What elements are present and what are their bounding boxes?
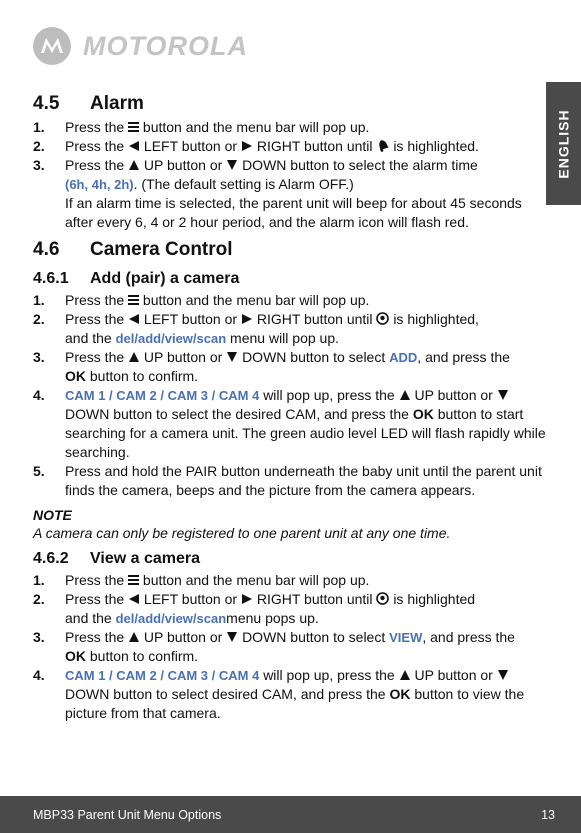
menu-keyword: ADD bbox=[389, 350, 418, 365]
item-text: button and the menu bar will pop up. bbox=[142, 572, 370, 588]
menu-icon bbox=[128, 294, 139, 306]
menu-icon bbox=[128, 574, 139, 586]
page-number: 13 bbox=[541, 807, 555, 822]
item-text: UP button or bbox=[143, 349, 223, 365]
item-number: 5. bbox=[33, 463, 45, 479]
item-text: is highlighted bbox=[393, 591, 476, 607]
item-text: Press the bbox=[65, 591, 125, 607]
item-text: , and press the bbox=[422, 629, 515, 645]
brand-name: MOTOROLA bbox=[83, 30, 248, 61]
item-text: button to start searching for a camera unit. The green audio level LED will flash rapidly while searching. bbox=[65, 406, 546, 460]
item-text: is highlighted. bbox=[393, 138, 479, 154]
menu-keyword: del/add/view/scan bbox=[115, 611, 227, 626]
motorola-logo-icon bbox=[33, 27, 71, 65]
subsection-title: View a camera bbox=[90, 550, 201, 567]
page-content bbox=[33, 92, 548, 723]
alarm-bell-icon bbox=[376, 138, 389, 152]
subsection-add-camera bbox=[33, 268, 548, 500]
item-text: Press the bbox=[65, 138, 125, 154]
up-arrow-icon bbox=[399, 669, 411, 681]
camera-icon bbox=[376, 312, 389, 325]
item-number: 1. bbox=[33, 572, 45, 588]
subsection-heading bbox=[33, 268, 548, 289]
list-item bbox=[33, 310, 548, 348]
menu-keyword: del/add/view/scan bbox=[115, 331, 227, 346]
down-arrow-icon bbox=[226, 631, 238, 643]
note-label: NOTE bbox=[33, 507, 72, 523]
list-item bbox=[33, 462, 548, 500]
item-text: Press the bbox=[65, 572, 125, 588]
note-block bbox=[33, 506, 548, 542]
down-arrow-icon bbox=[497, 389, 509, 401]
item-text: DOWN button to select desired CAM, and press the bbox=[65, 686, 386, 702]
down-arrow-icon bbox=[497, 669, 509, 681]
section-alarm bbox=[33, 92, 548, 232]
ok-keyword: OK bbox=[389, 686, 411, 702]
item-text: will pop up, press the bbox=[263, 667, 395, 683]
right-arrow-icon bbox=[241, 140, 253, 152]
item-text: DOWN button to select the alarm time bbox=[242, 157, 478, 173]
list-item bbox=[33, 291, 548, 310]
item-text: UP button or bbox=[143, 157, 223, 173]
list-item bbox=[33, 628, 548, 666]
menu-keyword: CAM 1 / CAM 2 / CAM 3 / CAM 4 bbox=[65, 668, 260, 683]
item-text: If an alarm time is selected, the parent unit will beep for about 45 seconds after every 6, 4 or 2 hour period, and the alarm icon will flash red. bbox=[65, 195, 522, 230]
menu-icon bbox=[128, 121, 139, 133]
item-number: 4. bbox=[33, 387, 45, 403]
section-heading bbox=[33, 92, 548, 116]
item-text: Press and hold the PAIR button underneath the baby unit until the parent unit finds the camera, beeps and the picture from the camera appears. bbox=[65, 463, 542, 498]
list-item bbox=[33, 571, 548, 590]
item-text: will pop up, press the bbox=[263, 387, 395, 403]
item-number: 3. bbox=[33, 157, 45, 173]
left-arrow-icon bbox=[128, 593, 140, 605]
item-text: and the bbox=[65, 610, 112, 626]
item-text: DOWN button to select bbox=[242, 349, 386, 365]
section-number: 4.5 bbox=[33, 93, 60, 114]
up-arrow-icon bbox=[399, 389, 411, 401]
item-text: and the bbox=[65, 330, 112, 346]
item-number: 2. bbox=[33, 591, 45, 607]
item-text: LEFT button or bbox=[143, 138, 238, 154]
up-arrow-icon bbox=[128, 159, 140, 171]
up-arrow-icon bbox=[128, 631, 140, 643]
item-number: 1. bbox=[33, 119, 45, 135]
item-text: button to view the picture from that camera. bbox=[65, 686, 525, 721]
left-arrow-icon bbox=[128, 313, 140, 325]
list-item bbox=[33, 137, 548, 156]
item-number: 3. bbox=[33, 349, 45, 365]
item-text: button and the menu bar will pop up. bbox=[142, 119, 370, 135]
section-title: Camera Control bbox=[90, 239, 233, 260]
camera-icon bbox=[376, 592, 389, 605]
down-arrow-icon bbox=[226, 159, 238, 171]
language-tab bbox=[546, 82, 581, 205]
item-text: menu pops up. bbox=[226, 610, 319, 626]
item-text: button to confirm. bbox=[89, 648, 199, 664]
item-text: RIGHT button until bbox=[256, 591, 373, 607]
item-text: Press the bbox=[65, 629, 125, 645]
item-text: , and press the bbox=[417, 349, 510, 365]
up-arrow-icon bbox=[128, 351, 140, 363]
item-text: Press the bbox=[65, 157, 125, 173]
list-item bbox=[33, 386, 548, 462]
alarm-time-options: (6h, 4h, 2h) bbox=[65, 177, 134, 192]
menu-keyword: CAM 1 / CAM 2 / CAM 3 / CAM 4 bbox=[65, 388, 260, 403]
page-header bbox=[33, 26, 248, 66]
item-number: 2. bbox=[33, 138, 45, 154]
down-arrow-icon bbox=[226, 351, 238, 363]
item-text: LEFT button or bbox=[143, 311, 238, 327]
item-number: 4. bbox=[33, 667, 45, 683]
item-text: . (The default setting is Alarm OFF.) bbox=[133, 176, 354, 192]
page-footer bbox=[0, 796, 581, 833]
item-text: Press the bbox=[65, 292, 125, 308]
language-label: ENGLISH bbox=[555, 108, 572, 179]
note-text: A camera can only be registered to one parent unit at any one time. bbox=[33, 525, 451, 541]
section-number: 4.6 bbox=[33, 239, 60, 260]
subsection-heading bbox=[33, 548, 548, 569]
section-camera-control bbox=[33, 238, 548, 262]
item-text: menu will pop up. bbox=[230, 330, 339, 346]
right-arrow-icon bbox=[241, 313, 253, 325]
item-text: is highlighted, bbox=[393, 311, 479, 327]
section-title: Alarm bbox=[90, 93, 144, 114]
item-text: button and the menu bar will pop up. bbox=[142, 292, 370, 308]
subsection-number: 4.6.2 bbox=[33, 550, 69, 567]
item-number: 2. bbox=[33, 311, 45, 327]
item-number: 1. bbox=[33, 292, 45, 308]
list-item bbox=[33, 156, 548, 232]
list-item bbox=[33, 118, 548, 137]
item-text: RIGHT button until bbox=[256, 138, 373, 154]
left-arrow-icon bbox=[128, 140, 140, 152]
footer-title: MBP33 Parent Unit Menu Options bbox=[33, 807, 222, 822]
list-item bbox=[33, 348, 548, 386]
item-text: DOWN button to select bbox=[242, 629, 386, 645]
section-heading bbox=[33, 238, 548, 262]
item-number: 3. bbox=[33, 629, 45, 645]
subsection-view-camera bbox=[33, 548, 548, 723]
list-item bbox=[33, 590, 548, 628]
item-text: Press the bbox=[65, 311, 125, 327]
subsection-number: 4.6.1 bbox=[33, 270, 69, 287]
item-text: UP button or bbox=[143, 629, 223, 645]
menu-keyword: VIEW bbox=[389, 630, 423, 645]
right-arrow-icon bbox=[241, 593, 253, 605]
ok-keyword: OK bbox=[65, 368, 86, 384]
item-text: UP button or bbox=[414, 387, 493, 403]
subsection-title: Add (pair) a camera bbox=[90, 270, 240, 287]
item-text: button to confirm. bbox=[89, 368, 199, 384]
item-text: LEFT button or bbox=[143, 591, 238, 607]
ok-keyword: OK bbox=[412, 406, 434, 422]
list-item bbox=[33, 666, 548, 723]
item-text: DOWN button to select the desired CAM, and press the bbox=[65, 406, 409, 422]
item-text: Press the bbox=[65, 349, 125, 365]
item-text: RIGHT button until bbox=[256, 311, 373, 327]
item-text: UP button or bbox=[414, 667, 493, 683]
ok-keyword: OK bbox=[65, 648, 86, 664]
item-text: Press the bbox=[65, 119, 125, 135]
